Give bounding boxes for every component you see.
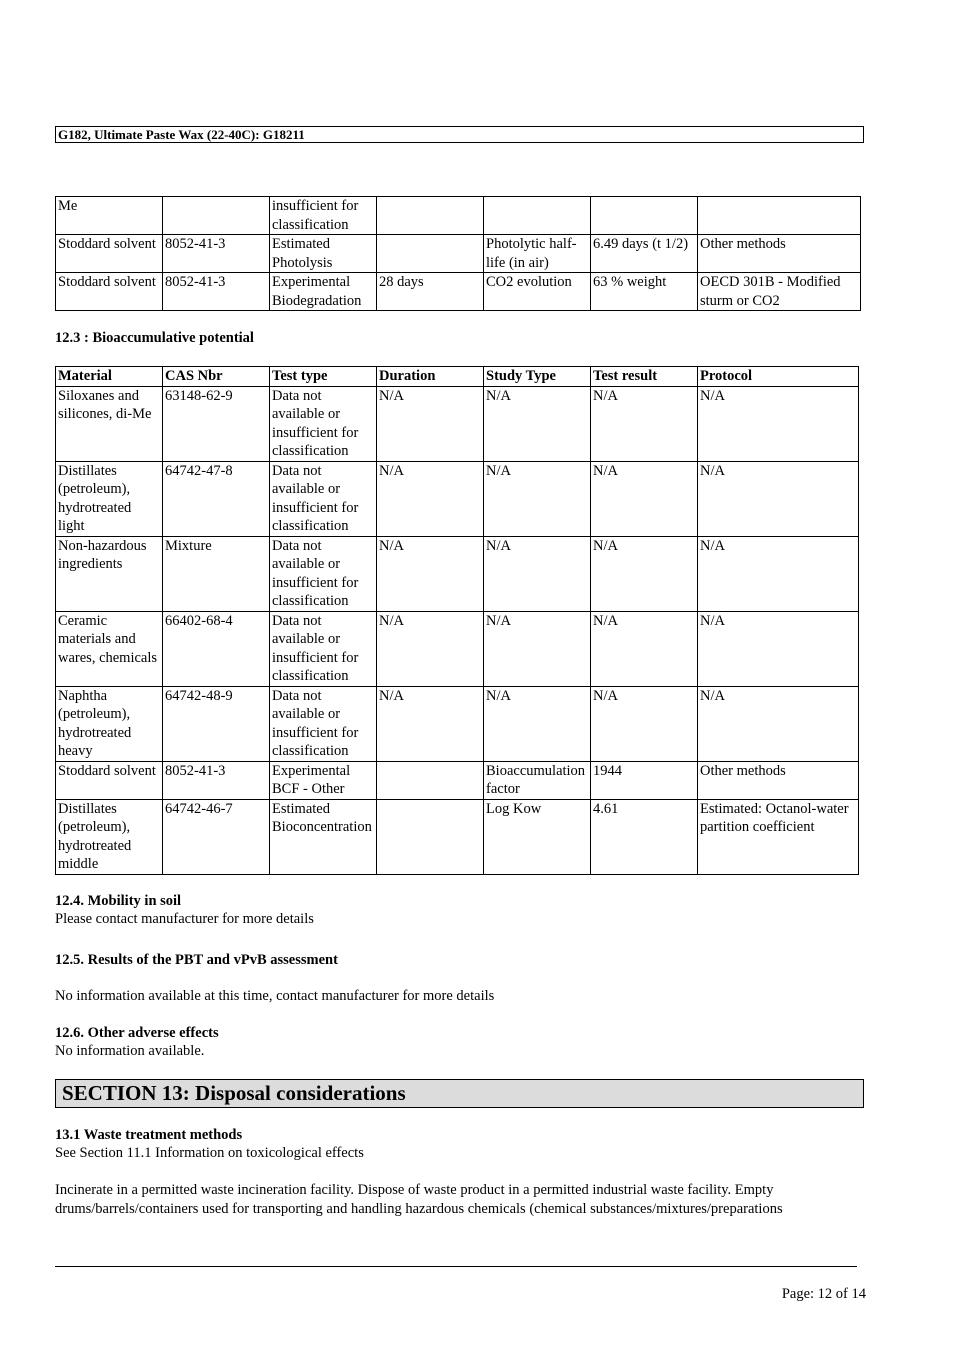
table-cell: Estimated Bioconcentration: [270, 799, 377, 874]
column-header: Protocol: [698, 367, 859, 387]
table-cell: 6.49 days (t 1/2): [591, 235, 698, 273]
table-cell: [591, 197, 698, 235]
table-cell: insufficient for classification: [270, 197, 377, 235]
pbt-heading: 12.5. Results of the PBT and vPvB assessment: [55, 952, 338, 968]
column-header: Study Type: [484, 367, 591, 387]
table-cell: N/A: [698, 611, 859, 686]
table-cell: N/A: [484, 686, 591, 761]
table-row: [56, 799, 859, 874]
table-cell: [698, 197, 861, 235]
column-header: Test type: [270, 367, 377, 387]
table-cell: Stoddard solvent: [56, 273, 163, 311]
table-cell: [377, 197, 484, 235]
table-cell: Data not available or insufficient for classification: [270, 536, 377, 611]
table-cell: 8052-41-3: [163, 235, 270, 273]
table-cell: N/A: [591, 536, 698, 611]
table-cell: Log Kow: [484, 799, 591, 874]
table-cell: N/A: [377, 686, 484, 761]
table-cell: [484, 197, 591, 235]
table-cell: N/A: [698, 386, 859, 461]
table-cell: [377, 235, 484, 273]
column-header: Duration: [377, 367, 484, 387]
table-header-row: [56, 367, 859, 387]
table-cell: Distillates (petroleum), hydrotreated light: [56, 461, 163, 536]
disposal-paragraph: Incinerate in a permitted waste incineration facility. Dispose of waste product in a permitted industrial waste facility. Empty drums/barrels/containers used for transporting and handling hazardous chemicals (chemical substances/mixtures/preparations: [55, 1182, 783, 1217]
table-cell: N/A: [484, 611, 591, 686]
table-cell: N/A: [591, 461, 698, 536]
bioaccumulative-table: [55, 366, 859, 875]
table-cell: Other methods: [698, 761, 859, 799]
table-cell: 64742-47-8: [163, 461, 270, 536]
table-cell: Photolytic half-life (in air): [484, 235, 591, 273]
table-row: [56, 461, 859, 536]
table-cell: 8052-41-3: [163, 273, 270, 311]
table-cell: N/A: [484, 461, 591, 536]
table-cell: Data not available or insufficient for classification: [270, 611, 377, 686]
page-number: Page: 12 of 14: [781, 1286, 866, 1302]
pbt-text: No information available at this time, contact manufacturer for more details: [55, 988, 495, 1004]
table-cell: N/A: [698, 686, 859, 761]
table-cell: N/A: [484, 536, 591, 611]
table-cell: 1944: [591, 761, 698, 799]
table-cell: Stoddard solvent: [56, 235, 163, 273]
table-cell: Stoddard solvent: [56, 761, 163, 799]
table-cell: N/A: [377, 386, 484, 461]
mobility-heading: 12.4. Mobility in soil: [55, 893, 182, 909]
table-row: [56, 761, 859, 799]
table-cell: Me: [56, 197, 163, 235]
bioaccumulative-heading: 12.3 : Bioaccumulative potential: [55, 330, 254, 346]
table-cell: 63 % weight: [591, 273, 698, 311]
waste-treatment-reference: See Section 11.1 Information on toxicological effects: [55, 1145, 364, 1161]
table-row: [56, 536, 859, 611]
table-cell: 64742-46-7: [163, 799, 270, 874]
mobility-text: Please contact manufacturer for more details: [55, 911, 314, 927]
table-row: [56, 273, 861, 311]
table-row: [56, 611, 859, 686]
table-cell: Data not available or insufficient for classification: [270, 386, 377, 461]
table-cell: Mixture: [163, 536, 270, 611]
table-row: [56, 686, 859, 761]
table-cell: CO2 evolution: [484, 273, 591, 311]
document-header: G182, Ultimate Paste Wax (22-40C): G18211: [55, 126, 864, 143]
table-cell: 4.61: [591, 799, 698, 874]
table-cell: N/A: [698, 461, 859, 536]
footer-divider: [55, 1266, 857, 1267]
table-cell: N/A: [591, 611, 698, 686]
column-header: CAS Nbr: [163, 367, 270, 387]
table-cell: N/A: [591, 686, 698, 761]
table-cell: [377, 799, 484, 874]
table-cell: N/A: [377, 461, 484, 536]
adverse-text: No information available.: [55, 1043, 205, 1059]
section-13-title: SECTION 13: Disposal considerations: [55, 1079, 864, 1108]
table-cell: Siloxanes and silicones, di-Me: [56, 386, 163, 461]
column-header: Material: [56, 367, 163, 387]
table-cell: Naphtha (petroleum), hydrotreated heavy: [56, 686, 163, 761]
table-cell: Other methods: [698, 235, 861, 273]
column-header: Test result: [591, 367, 698, 387]
table-row: [56, 235, 861, 273]
table-cell: Non-hazardous ingredients: [56, 536, 163, 611]
table-cell: Estimated: Octanol-water partition coefficient: [698, 799, 859, 874]
table-cell: 66402-68-4: [163, 611, 270, 686]
ecotox-continuation-table: [55, 196, 861, 311]
table-cell: 28 days: [377, 273, 484, 311]
table-cell: Estimated Photolysis: [270, 235, 377, 273]
table-cell: [377, 761, 484, 799]
table-cell: [163, 197, 270, 235]
table-cell: Data not available or insufficient for classification: [270, 686, 377, 761]
table-cell: N/A: [591, 386, 698, 461]
table-cell: OECD 301B - Modified sturm or CO2: [698, 273, 861, 311]
waste-treatment-heading: 13.1 Waste treatment methods: [55, 1127, 243, 1143]
table-cell: Data not available or insufficient for classification: [270, 461, 377, 536]
table-cell: Experimental BCF - Other: [270, 761, 377, 799]
table-row: [56, 197, 861, 235]
table-cell: N/A: [377, 536, 484, 611]
table-cell: Distillates (petroleum), hydrotreated middle: [56, 799, 163, 874]
table-cell: 63148-62-9: [163, 386, 270, 461]
table-cell: N/A: [698, 536, 859, 611]
table-cell: Ceramic materials and wares, chemicals: [56, 611, 163, 686]
table-row: [56, 386, 859, 461]
adverse-heading: 12.6. Other adverse effects: [55, 1025, 219, 1041]
table-cell: 8052-41-3: [163, 761, 270, 799]
table-cell: Bioaccumulation factor: [484, 761, 591, 799]
table-cell: N/A: [377, 611, 484, 686]
table-cell: Experimental Biodegradation: [270, 273, 377, 311]
table-cell: 64742-48-9: [163, 686, 270, 761]
table-cell: N/A: [484, 386, 591, 461]
